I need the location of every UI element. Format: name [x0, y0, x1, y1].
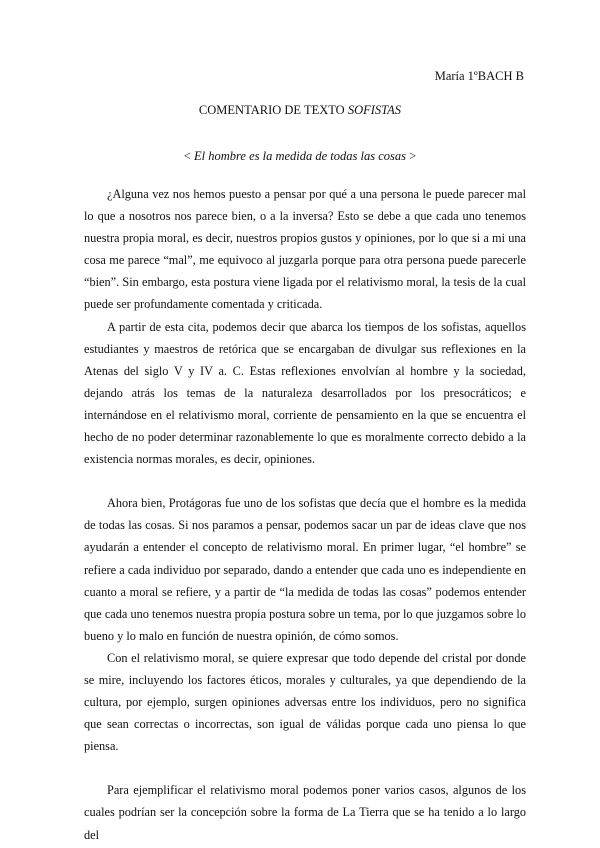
paragraph-protagoras: Ahora bien, Protágoras fue uno de los sofistas que decía que el hombre es la medida de todas las cosas. Si nos paramos a pensar, podemos sacar un par de ideas clave que nos ayudarán a entender el concepto de relativismo moral. En primer lugar, “el hombre” se refiere a cada individuo por separado, dando a entender que cada uno es independiente en cuanto a moral se refiere, y a partir de “la medida de todas las cosas” podemos entender que cada uno tenemos nuestra propia postura sobre un tema, por lo que juzgamos sobre lo bueno y lo malo en función de nuestra opinión, de cómo somos.: [84, 496, 526, 643]
quote-text: El hombre es la medida de todas las cosas: [193, 149, 407, 163]
document-title: [0, 102, 600, 118]
quote-close-bracket: >: [406, 149, 417, 163]
title-prefix: COMENTARIO DE TEXTO: [198, 103, 348, 117]
author-line: María 1ºBACH B: [434, 69, 524, 83]
title-emphasis: SOFISTAS: [347, 103, 402, 117]
document-body: [84, 183, 526, 846]
paragraph-ejemplos: Para ejemplificar el relativismo moral podemos poner varios casos, algunos de los cuales podrían ser la concepción sobre la forma de La Tierra que se ha tenido a lo largo del: [84, 783, 526, 842]
paragraph-intro: ¿Alguna vez nos hemos puesto a pensar por qué a una persona le puede parecer mal lo que a nosotros nos parece bien, o a la inversa? Esto se debe a que cada uno tenemos nuestra propia moral, es decir, nuestros propios gustos y opiniones, por lo que si a mi una cosa me parece “mal”, me equivoco al juzgarla porque para otra persona puede parecerle “bien”. Sin embargo, esta postura viene ligada por el relativismo moral, la tesis de la cual puede ser profundamente comentada y criticada.: [84, 187, 526, 312]
paragraph-sofistas: A partir de esta cita, podemos decir que abarca los tiempos de los sofistas, aquellos estudiantes y maestros de retórica que se encargaban de divulgar sus reflexiones en la Atenas del siglo V y IV a. C. Estas reflexiones envolvían al hombre y la sociedad, dejando atrás los temas de la naturaleza desarrollados por los presocráticos; e internándose en el relativismo moral, corriente de pensamiento en la que se encuentra el hecho de no poder determinar razonablemente lo que es moralmente correcto debido a la existencia normas morales, es decir, opiniones.: [84, 319, 526, 467]
quote-subtitle: [0, 148, 600, 164]
quote-open-bracket: <: [183, 149, 194, 163]
paragraph-relativismo: Con el relativismo moral, se quiere expresar que todo depende del cristal por donde se mire, incluyendo los factores éticos, morales y culturales, ya que dependiendo de la cultura, por ejemplo, surgen opiniones adversas entre los individuos, pero no significa que sean correctas o incorrectas, son igual de válidas porque cada uno piensa lo que piensa.: [84, 650, 526, 754]
